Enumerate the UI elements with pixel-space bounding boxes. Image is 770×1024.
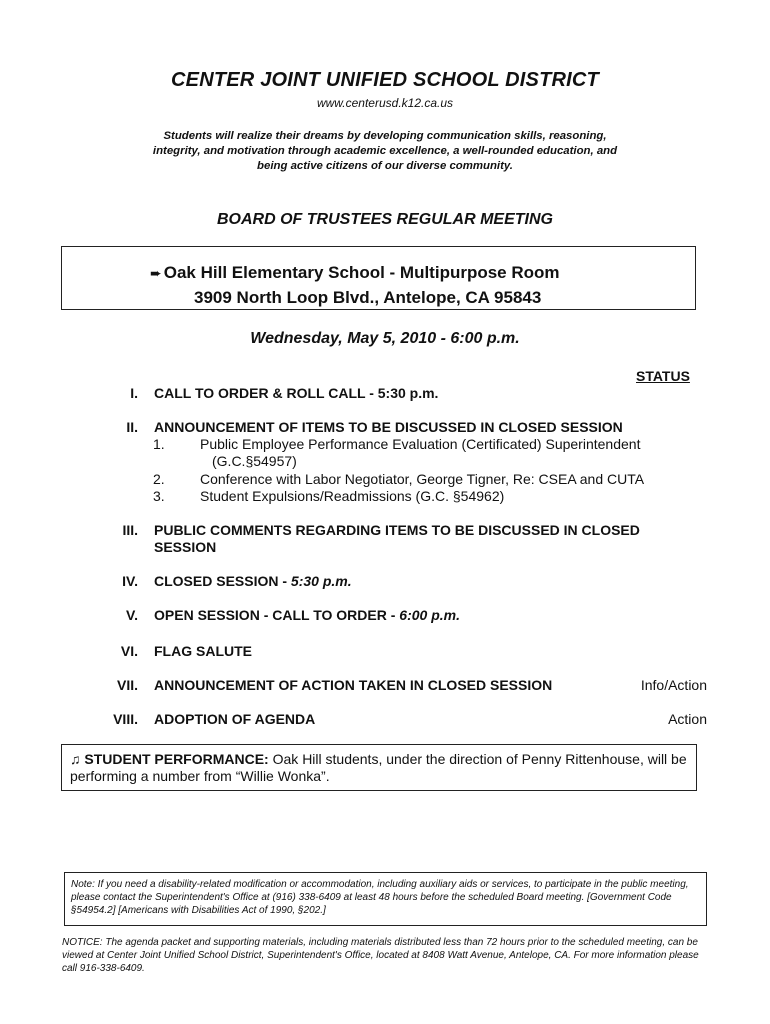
music-note-icon: ♫ <box>70 751 81 767</box>
sub-item-text: Student Expulsions/Readmissions (G.C. §54962) <box>200 488 505 504</box>
item-public-comments-cont: SESSION <box>154 539 217 555</box>
meeting-title: BOARD OF TRUSTEES REGULAR MEETING <box>216 211 553 228</box>
district-title: CENTER JOINT UNIFIED SCHOOL DISTRICT <box>171 69 599 91</box>
sub-item-number: 2. <box>153 471 165 487</box>
item-closed-session-announcement: ANNOUNCEMENT OF ITEMS TO BE DISCUSSED IN CLOSED SESSION <box>154 419 623 435</box>
sub-item-text: Public Employee Performance Evaluation (Certificated) Superintendent <box>200 436 641 452</box>
item-status: Info/Action <box>640 677 707 693</box>
item-adoption-of-agenda: ADOPTION OF AGENDA <box>154 711 316 727</box>
meeting-date: Wednesday, May 5, 2010 - 6:00 p.m. <box>250 330 520 347</box>
location-address: 3909 North Loop Blvd., Antelope, CA 95843 <box>194 288 542 307</box>
item-label: OPEN SESSION - CALL TO ORDER - <box>154 607 400 623</box>
item-number-viii: VIII. <box>113 711 138 727</box>
item-open-session <box>154 607 460 623</box>
item-number-ii: II. <box>126 419 138 435</box>
item-flag-salute: FLAG SALUTE <box>154 643 252 659</box>
item-closed-session <box>154 573 352 589</box>
item-number-i: I. <box>130 385 138 401</box>
sub-item-text: Conference with Labor Negotiator, George Tigner, Re: CSEA and CUTA <box>200 471 645 487</box>
student-performance-box <box>61 744 697 791</box>
item-time: 6:00 p.m. <box>399 607 460 623</box>
item-number-v: V. <box>126 607 138 623</box>
mission-statement: Students will realize their dreams by developing communication skills, reasoning, integrity, and motivation through academic excellence, a well-rounded education, and being active citizens of our diverse community. <box>152 130 618 172</box>
agenda-notice: NOTICE: The agenda packet and supporting materials, including materials distributed less than 72 hours prior to the scheduled meeting, can be viewed at Center Joint Unified School District, Superintendent's Office, located at 8408 Watt Avenue, Antelope, CA. For more information please call 916-338-6409. <box>62 937 699 974</box>
location-name: Oak Hill Elementary School - Multipurpose Room <box>163 263 560 282</box>
sub-item-number: 3. <box>153 488 165 504</box>
location-line-1 <box>150 263 560 283</box>
item-number-iii: III. <box>122 522 138 538</box>
sub-item-number: 1. <box>153 436 165 452</box>
sub-item-text-cont: (G.C.§54957) <box>212 453 297 469</box>
item-number-iv: IV. <box>122 573 138 589</box>
item-number-vi: VI. <box>120 643 138 659</box>
item-action-announcement: ANNOUNCEMENT OF ACTION TAKEN IN CLOSED SESSION <box>154 677 553 693</box>
performance-text: Oak Hill students, under the direction of Penny Rittenhouse, will be performing a number from “Willie Wonka”. <box>70 751 687 784</box>
performance-label: STUDENT PERFORMANCE: <box>84 751 269 767</box>
accessibility-note: Note: If you need a disability-related modification or accommodation, including auxiliary aids or services, to participate in the public meeting, please contact the Superintendent's Office at (916) 338-6409 at least 48 hours before the scheduled Board meeting. [Government Code §54954.2] [Americans with Disabilities Act of 1990, §202.] <box>64 872 707 926</box>
item-number-vii: VII. <box>116 677 138 693</box>
status-column-header: STATUS <box>636 368 690 384</box>
district-website[interactable]: www.centerusd.k12.ca.us <box>316 96 454 110</box>
item-public-comments: PUBLIC COMMENTS REGARDING ITEMS TO BE DISCUSSED IN CLOSED <box>154 522 640 538</box>
item-time: 5:30 p.m. <box>290 573 352 589</box>
item-status: Action <box>668 711 707 727</box>
item-label: CLOSED SESSION - <box>154 573 291 589</box>
item-call-to-order: CALL TO ORDER & ROLL CALL - 5:30 p.m. <box>154 385 439 401</box>
pointer-arrow-icon: ➨ <box>150 265 162 281</box>
